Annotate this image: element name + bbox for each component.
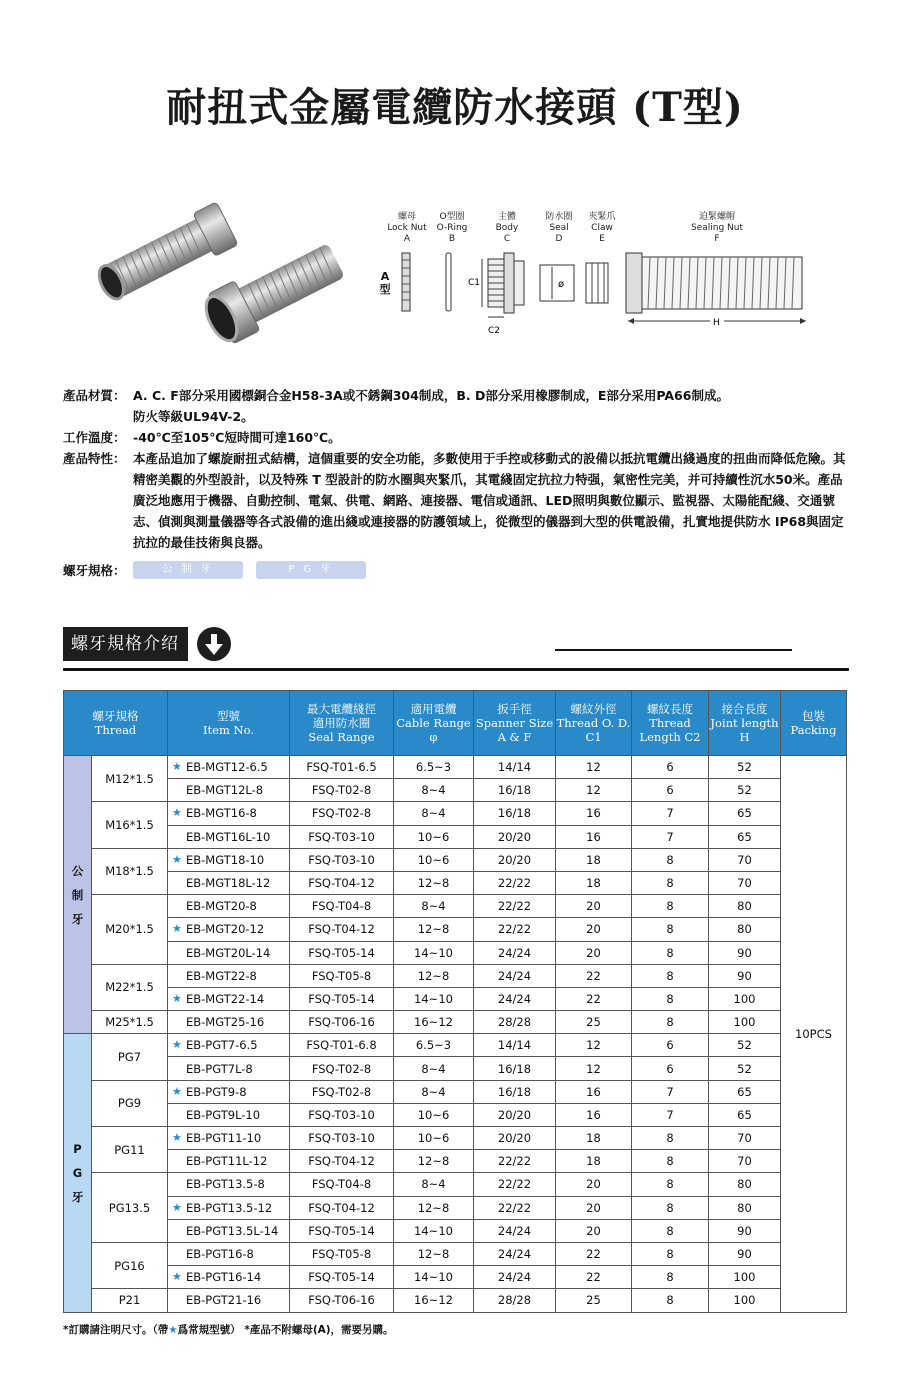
header-thread-length: 螺紋長度 Thread Length C2 — [632, 691, 709, 756]
thread-length-cell: 8 — [632, 1289, 709, 1312]
thread-size-cell: M16*1.5 — [92, 802, 168, 848]
thread-size-cell: M22*1.5 — [92, 964, 168, 1010]
seal-range-cell: FSQ-T02-8 — [290, 802, 394, 825]
item-no-cell: ★ EB-PGT11-10 — [168, 1127, 290, 1150]
part-label-seal: 防水圈 Seal D — [545, 212, 573, 244]
table-row — [64, 895, 847, 918]
spanner-size-cell: 22/22 — [474, 895, 556, 918]
table-row — [64, 987, 847, 1010]
thread-od-cell: 18 — [556, 1150, 632, 1173]
thread-od-cell: 22 — [556, 987, 632, 1010]
dim-h-label: H — [713, 318, 720, 328]
star-icon: ★ — [172, 1084, 182, 1098]
item-no-cell: EB-PGT7L-8 — [168, 1057, 290, 1080]
cable-range-cell: 6.5~3 — [394, 756, 474, 779]
table-row — [64, 756, 847, 779]
table-row — [64, 1057, 847, 1080]
thread-od-cell: 12 — [556, 756, 632, 779]
item-no-cell: EB-PGT21-16 — [168, 1289, 290, 1312]
spanner-size-cell: 16/18 — [474, 1057, 556, 1080]
item-no-cell: ★ EB-MGT18-10 — [168, 848, 290, 871]
table-row — [64, 1080, 847, 1103]
thread-size-cell: M20*1.5 — [92, 895, 168, 965]
product-photo — [80, 190, 350, 350]
thread-od-cell: 16 — [556, 1103, 632, 1126]
thread-od-cell: 18 — [556, 848, 632, 871]
cable-range-cell: 8~4 — [394, 895, 474, 918]
joint-length-cell: 70 — [709, 871, 781, 894]
thread-length-cell: 8 — [632, 987, 709, 1010]
thread-size-cell: M18*1.5 — [92, 848, 168, 894]
dim-c1-label: C1 — [468, 278, 481, 288]
item-no-cell: EB-PGT11L-12 — [168, 1150, 290, 1173]
joint-length-cell: 90 — [709, 1242, 781, 1265]
part-label-claw: 夾緊爪 Claw E — [588, 212, 616, 244]
item-no-cell: EB-PGT9L-10 — [168, 1103, 290, 1126]
joint-length-cell: 100 — [709, 1266, 781, 1289]
table-row — [64, 1266, 847, 1289]
seal-range-cell: FSQ-T05-14 — [290, 941, 394, 964]
spanner-size-cell: 24/24 — [474, 941, 556, 964]
spanner-size-cell: 24/24 — [474, 987, 556, 1010]
joint-length-cell: 80 — [709, 918, 781, 941]
table-row — [64, 1173, 847, 1196]
table-body — [64, 756, 847, 1313]
cable-range-cell: 8~4 — [394, 779, 474, 802]
seal-range-cell: FSQ-T04-8 — [290, 895, 394, 918]
table-row — [64, 1289, 847, 1312]
joint-length-cell: 52 — [709, 1034, 781, 1057]
cable-range-cell: 12~8 — [394, 964, 474, 987]
thread-od-cell: 16 — [556, 802, 632, 825]
dim-phi-label: ø — [558, 279, 565, 290]
joint-length-cell: 52 — [709, 1057, 781, 1080]
cable-range-cell: 14~10 — [394, 1219, 474, 1242]
item-no-cell: ★ EB-PGT7-6.5 — [168, 1034, 290, 1057]
spanner-size-cell: 28/28 — [474, 1011, 556, 1034]
spanner-size-cell: 16/18 — [474, 802, 556, 825]
item-no-cell: EB-MGT20L-14 — [168, 941, 290, 964]
star-icon: ★ — [172, 852, 182, 866]
item-no-cell: ★ EB-MGT20-12 — [168, 918, 290, 941]
star-icon: ★ — [172, 991, 182, 1005]
item-no-cell: ★ EB-MGT16-8 — [168, 802, 290, 825]
header-packing: 包裝 Packing — [781, 691, 847, 756]
thread-length-cell: 8 — [632, 941, 709, 964]
table-row — [64, 964, 847, 987]
thread-length-cell: 8 — [632, 1196, 709, 1219]
star-icon: ★ — [172, 806, 182, 820]
seal-range-cell: FSQ-T02-8 — [290, 779, 394, 802]
part-label-o-ring: O型圈 O-Ring B — [436, 212, 468, 244]
spanner-size-cell: 24/24 — [474, 1219, 556, 1242]
seal-range-cell: FSQ-T04-12 — [290, 1196, 394, 1219]
thread-od-cell: 20 — [556, 941, 632, 964]
item-no-cell: EB-MGT22-8 — [168, 964, 290, 987]
seal-range-cell: FSQ-T06-16 — [290, 1289, 394, 1312]
thread-od-cell: 18 — [556, 871, 632, 894]
joint-length-cell: 70 — [709, 848, 781, 871]
table-row — [64, 1219, 847, 1242]
thread-length-cell: 7 — [632, 825, 709, 848]
table-row — [64, 1011, 847, 1034]
thread-length-cell: 8 — [632, 1242, 709, 1265]
part-label-lock-nut: 螺母 Lock Nut A — [387, 212, 427, 244]
metric-thread-button[interactable]: 公 制 牙 — [133, 561, 243, 579]
seal-range-cell: FSQ-T01-6.5 — [290, 756, 394, 779]
seal-range-cell: FSQ-T05-14 — [290, 1266, 394, 1289]
joint-length-cell: 65 — [709, 802, 781, 825]
spanner-size-cell: 22/22 — [474, 871, 556, 894]
spanner-size-cell: 16/18 — [474, 1080, 556, 1103]
seal-range-cell: FSQ-T03-10 — [290, 848, 394, 871]
item-no-cell: EB-MGT25-16 — [168, 1011, 290, 1034]
joint-length-cell: 90 — [709, 964, 781, 987]
star-icon: ★ — [172, 1270, 182, 1284]
dim-c2-label: C2 — [488, 326, 501, 336]
table-row — [64, 779, 847, 802]
item-no-cell: EB-MGT12L-8 — [168, 779, 290, 802]
cable-range-cell: 16~12 — [394, 1011, 474, 1034]
thread-length-cell: 8 — [632, 1219, 709, 1242]
footnote: *訂購請注明尺寸。（帶★爲常規型號） *產品不附螺母(A)，需要另購。 — [63, 1324, 394, 1336]
table-header-row — [64, 691, 847, 756]
header-joint-length: 接合長度 Joint length H — [709, 691, 781, 756]
table-row — [64, 802, 847, 825]
thread-od-cell: 22 — [556, 964, 632, 987]
thread-length-cell: 8 — [632, 848, 709, 871]
table-row — [64, 941, 847, 964]
star-icon: ★ — [168, 1324, 178, 1336]
thread-od-cell: 12 — [556, 1034, 632, 1057]
spanner-size-cell: 28/28 — [474, 1289, 556, 1312]
table-row — [64, 871, 847, 894]
star-icon: ★ — [172, 1200, 182, 1214]
item-no-cell: EB-PGT13.5-8 — [168, 1173, 290, 1196]
arrow-down-icon — [196, 626, 232, 662]
star-icon: ★ — [172, 1131, 182, 1144]
cable-range-cell: 8~4 — [394, 1173, 474, 1196]
item-no-cell: EB-MGT20-8 — [168, 895, 290, 918]
thread-length-cell: 8 — [632, 1266, 709, 1289]
thread-length-cell: 6 — [632, 756, 709, 779]
thread-size-cell: PG7 — [92, 1034, 168, 1080]
joint-length-cell: 52 — [709, 779, 781, 802]
seal-range-cell: FSQ-T04-12 — [290, 918, 394, 941]
spanner-size-cell: 20/20 — [474, 848, 556, 871]
table-row — [64, 1150, 847, 1173]
thread-length-cell: 6 — [632, 1034, 709, 1057]
seal-range-cell: FSQ-T05-8 — [290, 1242, 394, 1265]
table-row — [64, 1103, 847, 1126]
seal-range-cell: FSQ-T05-8 — [290, 964, 394, 987]
thread-length-cell: 8 — [632, 1011, 709, 1034]
thread-od-cell: 20 — [556, 1173, 632, 1196]
spanner-size-cell: 14/14 — [474, 756, 556, 779]
part-label-body: 主體 Body C — [495, 212, 519, 244]
cable-range-cell: 16~12 — [394, 1289, 474, 1312]
material-row: 產品材質： A. C. F部分采用國標銅合金H58-3A或不銹鋼304制成，B. D部分采用橡膠制成，E部分采用PA66制成。 防火等級UL94V-2。 — [63, 388, 729, 424]
thread-od-cell: 25 — [556, 1289, 632, 1312]
header-cable-range: 適用電纜 Cable Range φ — [394, 691, 474, 756]
exploded-diagram — [370, 245, 820, 340]
spanner-size-cell: 22/22 — [474, 1196, 556, 1219]
cable-range-cell: 14~10 — [394, 1266, 474, 1289]
thread-size-cell: PG13.5 — [92, 1173, 168, 1243]
table-row — [64, 1196, 847, 1219]
group-pg-thread: P G 牙 — [64, 1034, 92, 1312]
cable-range-cell: 8~4 — [394, 802, 474, 825]
feature-row: 產品特性： 本產品追加了螺旋耐扭式結構，這個重要的安全功能，多數使用于手控或移動式的設備以抵抗電纜出綫過度的扭曲而降低危險。其精密美觀的外型設計，以及特殊 T 型設計的防水圈與夾緊爪，其電綫固定抗拉力特强，氣密性完美，并可持續性沉水50米。產品廣泛地應用于機器、自動控制、電氣、供電、網路、連接器、電信或通訊、LED照明與數位顯示、監視器、太陽能配綫、交通號志、偵測與測量儀器等各式設備的進出綫或連接器的防護領域上，從微型的儀器到大型的供電設備，扎實地提供防水 IP68與固定抗拉的最佳技術與良器。 — [63, 451, 846, 550]
thread-length-cell: 8 — [632, 918, 709, 941]
joint-length-cell: 80 — [709, 1173, 781, 1196]
item-no-cell: EB-PGT16-8 — [168, 1242, 290, 1265]
thread-od-cell: 22 — [556, 1266, 632, 1289]
header-item-no: 型號 Item No. — [168, 691, 290, 756]
section-title: 螺牙規格介绍 — [63, 627, 188, 661]
thread-size-cell: PG16 — [92, 1242, 168, 1288]
thread-size-cell: M12*1.5 — [92, 756, 168, 802]
pg-thread-button[interactable]: P G 牙 — [256, 561, 366, 579]
thread-length-cell: 8 — [632, 1127, 709, 1150]
product-description — [63, 385, 853, 553]
joint-length-cell: 65 — [709, 1080, 781, 1103]
cable-range-cell: 10~6 — [394, 848, 474, 871]
spanner-size-cell: 20/20 — [474, 1103, 556, 1126]
cable-range-cell: 10~6 — [394, 1127, 474, 1150]
item-no-cell: ★ EB-PGT9-8 — [168, 1080, 290, 1103]
item-no-cell: EB-MGT16L-10 — [168, 825, 290, 848]
star-icon: ★ — [172, 760, 182, 773]
cable-range-cell: 12~8 — [394, 1242, 474, 1265]
table-row — [64, 1127, 847, 1150]
section-rule — [63, 668, 849, 671]
thread-od-cell: 20 — [556, 1196, 632, 1219]
table-row — [64, 1242, 847, 1265]
thread-od-cell: 16 — [556, 825, 632, 848]
seal-range-cell: FSQ-T03-10 — [290, 1103, 394, 1126]
spanner-size-cell: 20/20 — [474, 825, 556, 848]
thread-length-cell: 7 — [632, 1103, 709, 1126]
item-no-cell: ★ EB-PGT16-14 — [168, 1266, 290, 1289]
spanner-size-cell: 22/22 — [474, 1150, 556, 1173]
thread-length-cell: 8 — [632, 871, 709, 894]
cable-range-cell: 12~8 — [394, 871, 474, 894]
item-no-cell: ★ EB-MGT12-6.5 — [168, 756, 290, 779]
spanner-size-cell: 14/14 — [474, 1034, 556, 1057]
header-thread-od: 螺紋外徑 Thread O. D. C1 — [556, 691, 632, 756]
item-no-cell: EB-PGT13.5L-14 — [168, 1219, 290, 1242]
table-row — [64, 1034, 847, 1057]
joint-length-cell: 65 — [709, 825, 781, 848]
thread-spec-label: 螺牙規格： — [63, 563, 126, 578]
cable-range-cell: 10~6 — [394, 1103, 474, 1126]
seal-range-cell: FSQ-T03-10 — [290, 1127, 394, 1150]
seal-range-cell: FSQ-T01-6.8 — [290, 1034, 394, 1057]
thread-length-cell: 6 — [632, 779, 709, 802]
thread-od-cell: 20 — [556, 895, 632, 918]
cable-range-cell: 6.5~3 — [394, 1034, 474, 1057]
header-thread: 螺牙規格 Thread — [64, 691, 168, 756]
thread-size-cell: PG9 — [92, 1080, 168, 1126]
cable-range-cell: 14~10 — [394, 987, 474, 1010]
thread-length-cell: 7 — [632, 1080, 709, 1103]
seal-range-cell: FSQ-T02-8 — [290, 1080, 394, 1103]
thread-size-cell: P21 — [92, 1289, 168, 1312]
page-title: 耐扭式金屬電纜防水接頭 (T型) — [166, 84, 744, 131]
thread-od-cell: 12 — [556, 1057, 632, 1080]
spanner-size-cell: 24/24 — [474, 1266, 556, 1289]
thread-size-cell: PG11 — [92, 1127, 168, 1173]
thread-length-cell: 8 — [632, 1150, 709, 1173]
thread-length-cell: 8 — [632, 964, 709, 987]
group-metric-thread: 公 制 牙 — [64, 756, 92, 1034]
thread-size-cell: M25*1.5 — [92, 1011, 168, 1034]
joint-length-cell: 100 — [709, 1289, 781, 1312]
joint-length-cell: 80 — [709, 895, 781, 918]
cable-range-cell: 12~8 — [394, 918, 474, 941]
spanner-size-cell: 24/24 — [474, 1242, 556, 1265]
section-rule-short — [555, 649, 792, 651]
cable-range-cell: 12~8 — [394, 1150, 474, 1173]
joint-length-cell: 65 — [709, 1103, 781, 1126]
seal-range-cell: FSQ-T03-10 — [290, 825, 394, 848]
thread-length-cell: 8 — [632, 1173, 709, 1196]
seal-range-cell: FSQ-T05-14 — [290, 987, 394, 1010]
temperature-row: 工作溫度： -40℃至105℃短時間可達160℃。 — [63, 430, 341, 445]
seal-range-cell: FSQ-T06-16 — [290, 1011, 394, 1034]
cable-range-cell: 8~4 — [394, 1057, 474, 1080]
item-no-cell: ★ EB-MGT22-14 — [168, 987, 290, 1010]
header-spanner-size: 扳手徑 Spanner Size A & F — [474, 691, 556, 756]
cable-range-cell: 12~8 — [394, 1196, 474, 1219]
spec-table — [63, 690, 847, 1313]
table-row — [64, 848, 847, 871]
table-row — [64, 825, 847, 848]
joint-length-cell: 80 — [709, 1196, 781, 1219]
cable-range-cell: 8~4 — [394, 1080, 474, 1103]
joint-length-cell: 90 — [709, 1219, 781, 1242]
joint-length-cell: 100 — [709, 987, 781, 1010]
thread-length-cell: 6 — [632, 1057, 709, 1080]
thread-od-cell: 25 — [556, 1011, 632, 1034]
part-label-sealing-nut: 迫緊螺帽 Sealing Nut F — [690, 212, 743, 244]
seal-range-cell: FSQ-T04-8 — [290, 1173, 394, 1196]
packing-cell: 10PCS — [781, 756, 847, 1313]
spanner-size-cell: 22/22 — [474, 918, 556, 941]
star-icon: ★ — [172, 1038, 182, 1052]
thread-length-cell: 7 — [632, 802, 709, 825]
star-icon: ★ — [172, 922, 182, 936]
item-no-cell: EB-MGT18L-12 — [168, 871, 290, 894]
spanner-size-cell: 24/24 — [474, 964, 556, 987]
spanner-size-cell: 22/22 — [474, 1173, 556, 1196]
seal-range-cell: FSQ-T02-8 — [290, 1057, 394, 1080]
thread-length-cell: 8 — [632, 895, 709, 918]
seal-range-cell: FSQ-T04-12 — [290, 871, 394, 894]
joint-length-cell: 52 — [709, 756, 781, 779]
thread-od-cell: 20 — [556, 918, 632, 941]
table-row — [64, 918, 847, 941]
thread-od-cell: 18 — [556, 1127, 632, 1150]
thread-od-cell: 22 — [556, 1242, 632, 1265]
cable-range-cell: 10~6 — [394, 825, 474, 848]
header-seal-range: 最大電纜綫徑 適用防水圈 Seal Range — [290, 691, 394, 756]
type-a-label: A型 — [379, 270, 391, 296]
thread-od-cell: 12 — [556, 779, 632, 802]
joint-length-cell: 90 — [709, 941, 781, 964]
cable-range-cell: 14~10 — [394, 941, 474, 964]
thread-od-cell: 16 — [556, 1080, 632, 1103]
seal-range-cell: FSQ-T05-14 — [290, 1219, 394, 1242]
joint-length-cell: 100 — [709, 1011, 781, 1034]
joint-length-cell: 70 — [709, 1150, 781, 1173]
spanner-size-cell: 16/18 — [474, 779, 556, 802]
joint-length-cell: 70 — [709, 1127, 781, 1150]
spanner-size-cell: 20/20 — [474, 1127, 556, 1150]
thread-od-cell: 20 — [556, 1219, 632, 1242]
item-no-cell: ★ EB-PGT13.5-12 — [168, 1196, 290, 1219]
seal-range-cell: FSQ-T04-12 — [290, 1150, 394, 1173]
